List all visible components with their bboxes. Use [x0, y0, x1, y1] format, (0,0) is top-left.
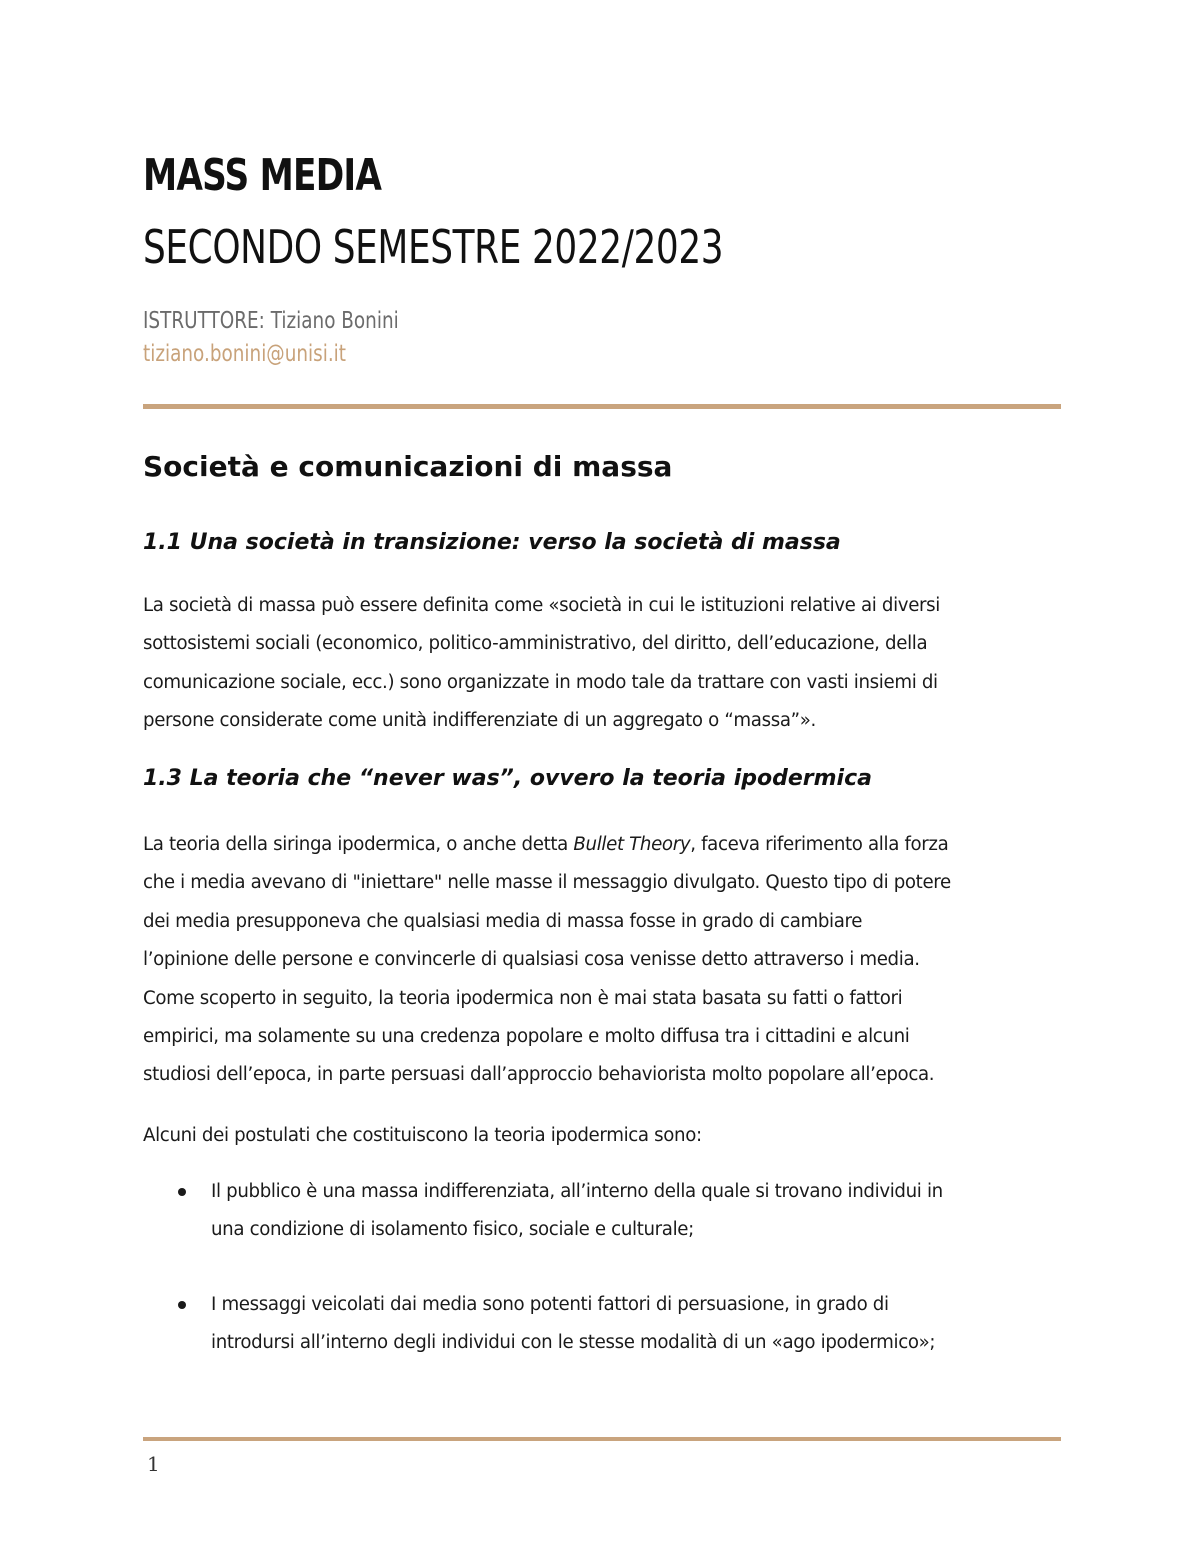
footer-divider — [143, 1437, 1061, 1441]
paragraph-line: empirici, ma solamente su una credenza popolare e molto diffusa tra i cittadini e alcuni — [143, 1026, 910, 1048]
text-run: , faceva riferimento alla forza — [690, 834, 949, 855]
paragraph-mass-society — [143, 587, 1073, 741]
paragraph-line: persone considerate come unità indifferenziate di un aggregato o “massa”». — [143, 710, 816, 732]
paragraph-line: comunicazione sociale, ecc.) sono organizzate in modo tale da trattare con vasti insiemi di — [143, 671, 938, 693]
instructor-label: ISTRUTTORE: — [143, 308, 265, 334]
semester-title: SECONDO SEMESTRE 2022/2023 — [143, 220, 724, 274]
postulates-intro — [143, 1117, 1073, 1155]
subsection-heading-1-3: 1.3 La teoria che “never was”, ovvero la teoria ipodermica — [143, 766, 872, 791]
paragraph-line: sottosistemi sociali (economico, politico-amministrativo, del diritto, dell’educazione, della — [143, 633, 928, 655]
instructor-name: Tiziano Bonini — [264, 308, 399, 334]
paragraph-line — [143, 826, 1073, 864]
section-heading: Società e comunicazioni di massa — [143, 450, 673, 483]
paragraph-line: Alcuni dei postulati che costituiscono la teoria ipodermica sono: — [143, 1125, 702, 1146]
list-item — [143, 1173, 1073, 1250]
list-item-line: Il pubblico è una massa indifferenziata, all’interno della quale si trovano individui in — [211, 1181, 943, 1202]
header-divider — [143, 404, 1061, 409]
paragraph-line: studiosi dell’epoca, in parte persuasi dall’approccio behaviorista molto popolare all’epoca. — [143, 1064, 935, 1086]
italic-term: Bullet Theory — [573, 834, 691, 855]
bullet-icon — [178, 1301, 186, 1309]
paragraph-line: che i media avevano di "iniettare" nelle masse il messaggio divulgato. Questo tipo di potere — [143, 872, 951, 894]
text-run: La teoria della siringa ipodermica, o anche detta — [143, 834, 574, 855]
list-item-line: I messaggi veicolati dai media sono potenti fattori di persuasione, in grado di — [211, 1293, 889, 1315]
bullet-icon — [178, 1188, 186, 1196]
subsection-heading-1-1: 1.1 Una società in transizione: verso la società di massa — [143, 530, 841, 555]
list-item — [143, 1286, 1073, 1363]
page-number: 1 — [147, 1452, 160, 1476]
instructor-line — [143, 308, 399, 334]
course-title: MASS MEDIA — [143, 150, 382, 201]
paragraph-hypodermic-theory — [143, 826, 1073, 1095]
paragraph-line: l’opinione delle persone e convincerle di qualsiasi cosa venisse detto attraverso i media. — [143, 949, 920, 971]
instructor-email-link[interactable]: tiziano.bonini@unisi.it — [143, 341, 347, 367]
postulates-list — [143, 1173, 1073, 1363]
paragraph-line: Come scoperto in seguito, la teoria ipodermica non è mai stata basata su fatti o fattori — [143, 987, 903, 1009]
list-item-line: una condizione di isolamento fisico, sociale e culturale; — [211, 1219, 694, 1241]
paragraph-line: dei media presupponeva che qualsiasi media di massa fosse in grado di cambiare — [143, 910, 863, 932]
paragraph-line: La società di massa può essere definita come «società in cui le istituzioni relative ai diversi — [143, 595, 940, 616]
list-item-line: introdursi all’interno degli individui con le stesse modalità di un «ago ipodermico»; — [211, 1332, 936, 1354]
